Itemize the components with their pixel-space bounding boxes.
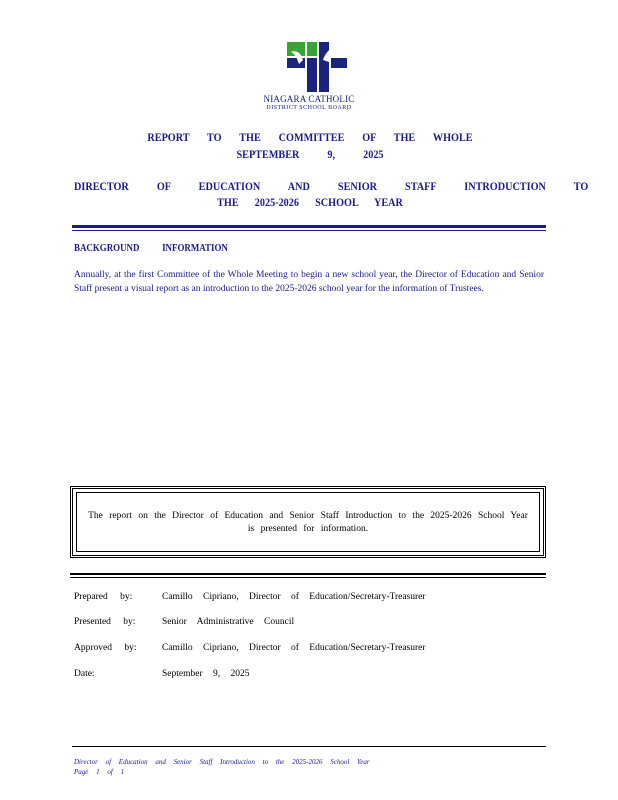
organization-name (250, 95, 368, 113)
signoff-value: September 9, 2025 (162, 669, 250, 679)
divider (72, 225, 546, 228)
background-paragraph: Annually, at the first Committee of the Whole Meeting to begin a new school year, the Director of Education and Senior Staff present a visual report as an introduction to the 2025-2026 school year for the information of Trustees. (74, 270, 544, 294)
report-heading: REPORT TO THE COMMITTEE OF THE WHOLE (147, 130, 473, 144)
divider (72, 230, 546, 231)
signoff-value: Senior Administrative Council (162, 617, 295, 627)
footer-divider (72, 746, 546, 747)
signoff-label: Prepared by: (74, 592, 133, 602)
recommendation-text: The report on the Director of Education and Senior Staff Introduction to the 2025-2026 School Year is presented for information. (88, 511, 528, 534)
signoff-label: Approved by: (74, 643, 137, 653)
signoff-value: Camillo Cipriano, Director of Education/Secretary-Treasurer (162, 592, 426, 602)
footer (74, 757, 370, 777)
signoff-label: Presented by: (74, 617, 136, 627)
divider (70, 577, 546, 578)
section-heading: BACKGROUND INFORMATION (74, 243, 228, 254)
page-number: Page 1 of 1 (74, 768, 125, 776)
signoff-label: Date: (74, 669, 95, 679)
divider (70, 573, 546, 575)
report-date: SEPTEMBER 9, 2025 (236, 147, 384, 161)
subject-line-1: DIRECTOR OF EDUCATION AND SENIOR STAFF INTRODUCTION TO (74, 179, 589, 193)
signoff-value: Camillo Cipriano, Director of Education/Secretary-Treasurer (162, 643, 426, 653)
footer-title: Director of Education and Senior Staff Introduction to the 2025-2026 School Year (74, 758, 370, 766)
organization-name-sub: DISTRICT SCHOOL BOARD (266, 105, 352, 111)
subject-line-2: THE 2025-2026 SCHOOL YEAR (217, 195, 403, 209)
organization-name-main: NIAGARA CATHOLIC (263, 94, 355, 104)
